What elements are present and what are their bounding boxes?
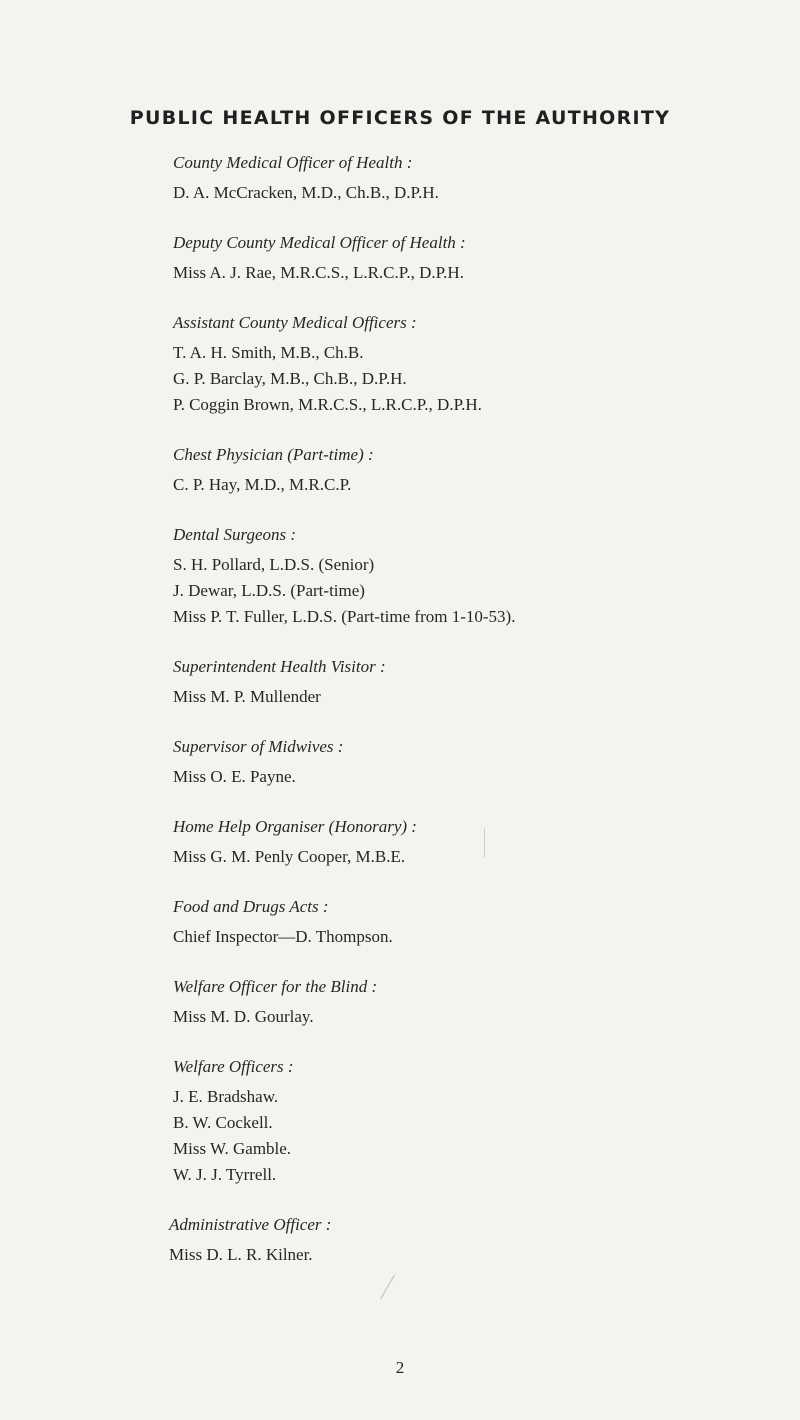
names-list xyxy=(173,552,773,630)
role-heading: Deputy County Medical Officer of Health : xyxy=(173,233,466,252)
names-list xyxy=(173,844,773,870)
role-heading: Supervisor of Midwives : xyxy=(173,737,344,756)
section-welfare-officer-blind xyxy=(173,974,773,1054)
officer-name: Chief Inspector—D. Thompson. xyxy=(173,927,393,946)
role-heading: Dental Surgeons : xyxy=(173,525,297,544)
officer-name: D. A. McCracken, M.D., Ch.B., D.P.H. xyxy=(173,183,439,202)
officer-name: C. P. Hay, M.D., M.R.C.P. xyxy=(173,475,352,494)
section-home-help-organiser xyxy=(173,814,773,894)
names-list xyxy=(173,924,773,950)
section-welfare-officers xyxy=(173,1054,773,1212)
role-heading: Home Help Organiser (Honorary) : xyxy=(173,817,417,836)
role-heading: Administrative Officer : xyxy=(169,1215,332,1234)
officer-name: Miss M. P. Mullender xyxy=(173,687,321,706)
officer-name: Miss P. T. Fuller, L.D.S. (Part-time from 1-10-53). xyxy=(173,607,516,626)
officer-name: S. H. Pollard, L.D.S. (Senior) xyxy=(173,555,375,574)
section-chest-physician xyxy=(173,442,773,522)
section-supervisor-of-midwives xyxy=(173,734,773,814)
names-list xyxy=(173,1084,773,1188)
officer-name: G. P. Barclay, M.B., Ch.B., D.P.H. xyxy=(173,369,407,388)
officer-name: T. A. H. Smith, M.B., Ch.B. xyxy=(173,343,364,362)
names-list xyxy=(173,260,773,286)
names-list xyxy=(173,180,773,206)
officer-name: B. W. Cockell. xyxy=(173,1113,273,1132)
officer-name: Miss O. E. Payne. xyxy=(173,767,296,786)
names-list xyxy=(173,684,773,710)
section-deputy-county-medical-officer xyxy=(173,230,773,310)
role-heading: Welfare Officers : xyxy=(173,1057,294,1076)
role-heading: County Medical Officer of Health : xyxy=(173,153,413,172)
officer-name: W. J. J. Tyrrell. xyxy=(173,1165,277,1184)
names-list xyxy=(169,1242,773,1268)
section-dental-surgeons xyxy=(173,522,773,654)
section-superintendent-health-visitor xyxy=(173,654,773,734)
page-number: 2 xyxy=(395,1358,405,1377)
officers-list xyxy=(169,150,773,1268)
names-list xyxy=(173,472,773,498)
section-county-medical-officer xyxy=(173,150,773,230)
section-administrative-officer xyxy=(169,1212,773,1268)
names-list xyxy=(173,340,773,418)
role-heading: Chest Physician (Part-time) : xyxy=(173,445,374,464)
officer-name: J. Dewar, L.D.S. (Part-time) xyxy=(173,581,365,600)
role-heading: Assistant County Medical Officers : xyxy=(173,313,417,332)
officer-name: Miss G. M. Penly Cooper, M.B.E. xyxy=(173,847,406,866)
officer-name: Miss D. L. R. Kilner. xyxy=(169,1245,313,1264)
officer-name: Miss W. Gamble. xyxy=(173,1139,292,1158)
section-assistant-county-medical-officers xyxy=(173,310,773,442)
names-list xyxy=(173,764,773,790)
officer-name: P. Coggin Brown, M.R.C.S., L.R.C.P., D.P.H. xyxy=(173,395,482,414)
officer-name: Miss M. D. Gourlay. xyxy=(173,1007,314,1026)
officer-name: Miss A. J. Rae, M.R.C.S., L.R.C.P., D.P.H. xyxy=(173,263,464,282)
officer-name: J. E. Bradshaw. xyxy=(173,1087,279,1106)
names-list xyxy=(173,1004,773,1030)
role-heading: Food and Drugs Acts : xyxy=(173,897,329,916)
role-heading: Welfare Officer for the Blind : xyxy=(173,977,378,996)
scan-artifact-mark xyxy=(380,1275,395,1300)
role-heading: Superintendent Health Visitor : xyxy=(173,657,386,676)
section-food-and-drugs-acts xyxy=(173,894,773,974)
scan-artifact-line xyxy=(484,828,485,858)
page-title: PUBLIC HEALTH OFFICERS OF THE AUTHORITY xyxy=(129,107,671,129)
